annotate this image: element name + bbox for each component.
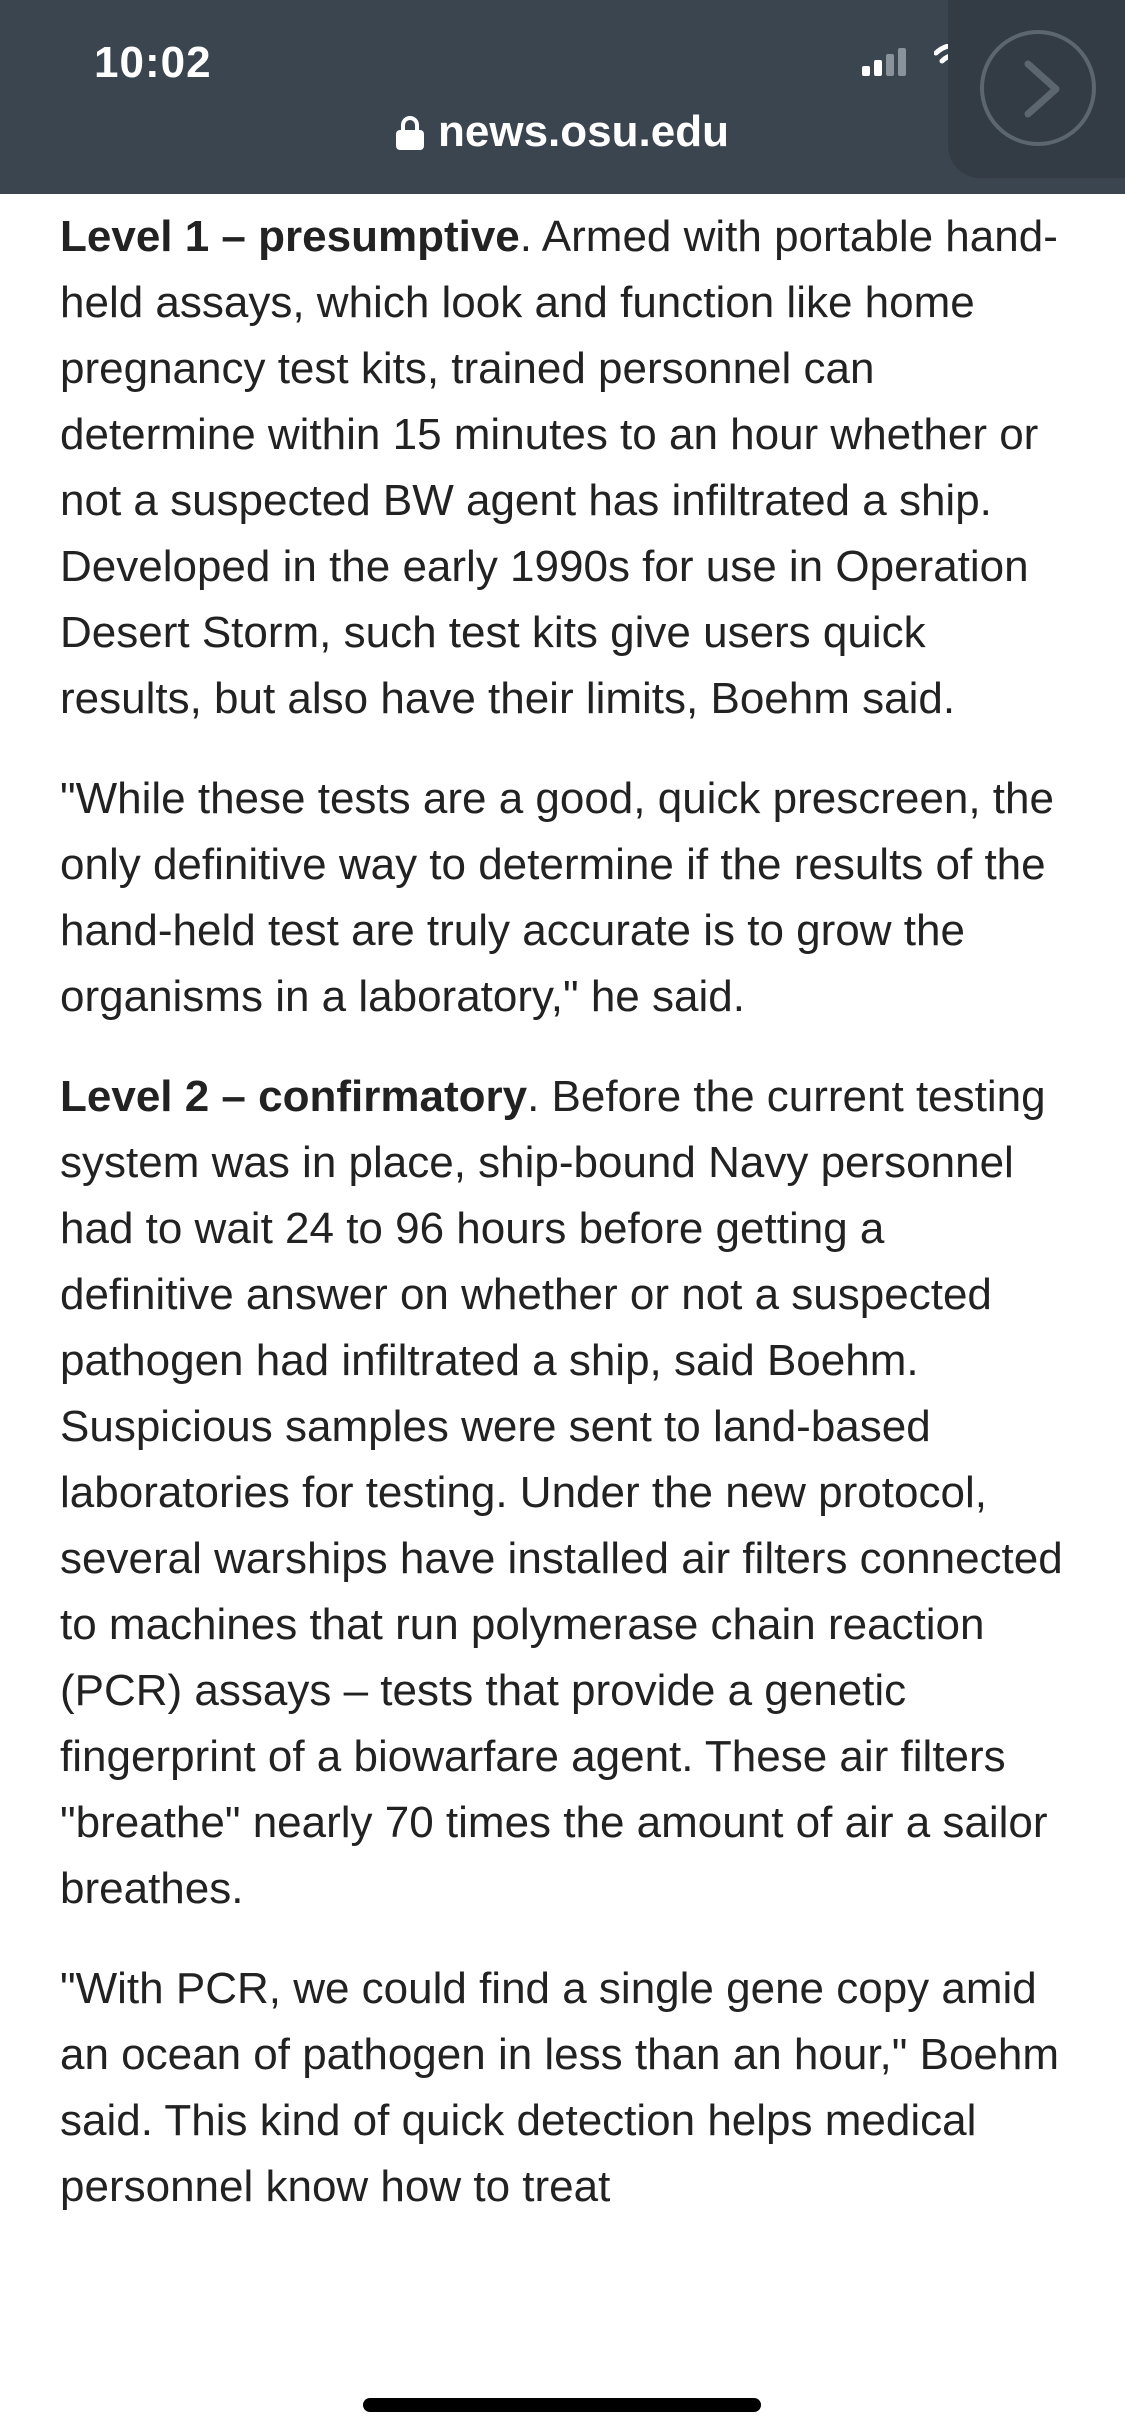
- level-1-heading: Level 1 – presumptive: [60, 212, 520, 261]
- paragraph-quote-2: "With PCR, we could find a single gene copy amid an ocean of pathogen in less than an hour," Boehm said. This kind of quick detection helps medical personnel know how to treat: [60, 1964, 1060, 2211]
- url-text: news.osu.edu: [438, 107, 729, 156]
- level-2-heading: Level 2 – confirmatory: [60, 1072, 528, 1121]
- lock-icon: [396, 116, 424, 150]
- cellular-signal-icon: [862, 46, 912, 76]
- chevron-right-icon: [1012, 58, 1072, 120]
- forward-button[interactable]: [980, 30, 1096, 146]
- status-time: 10:02: [94, 38, 212, 87]
- home-indicator[interactable]: [363, 2398, 761, 2412]
- article-body: [60, 204, 1070, 2254]
- level-1-text: . Armed with portable hand-held assays, which look and function like home pregnancy test kits, trained personnel can determine within 15 minutes to an hour whether or not a suspected BW agent has infiltrated a ship. Developed in the early 1990s for use in Operation Desert Storm, such test kits give users quick results, but also have their limits, Boehm said.: [60, 212, 1058, 723]
- paragraph-quote-1: "While these tests are a good, quick prescreen, the only definitive way to determine if the results of the hand-held test are truly accurate is to grow the organisms in a laboratory," he said.: [60, 774, 1054, 1021]
- level-2-text: . Before the current testing system was in place, ship-bound Navy personnel had to wait 24 to 96 hours before getting a definitive answer on whether or not a suspected pathogen had infiltrated a ship, said Boehm. Suspicious samples were sent to land-based laboratories for testing. Under the new protocol, several warships have installed air filters connected to machines that run polymerase chain reaction (PCR) assays – tests that provide a genetic fingerprint of a biowarfare agent. These air filters "breathe" nearly 70 times the amount of air a sailor breathes.: [60, 1072, 1063, 1913]
- paragraph-level-1: [60, 204, 1070, 732]
- paragraph-level-2: [60, 1064, 1070, 1922]
